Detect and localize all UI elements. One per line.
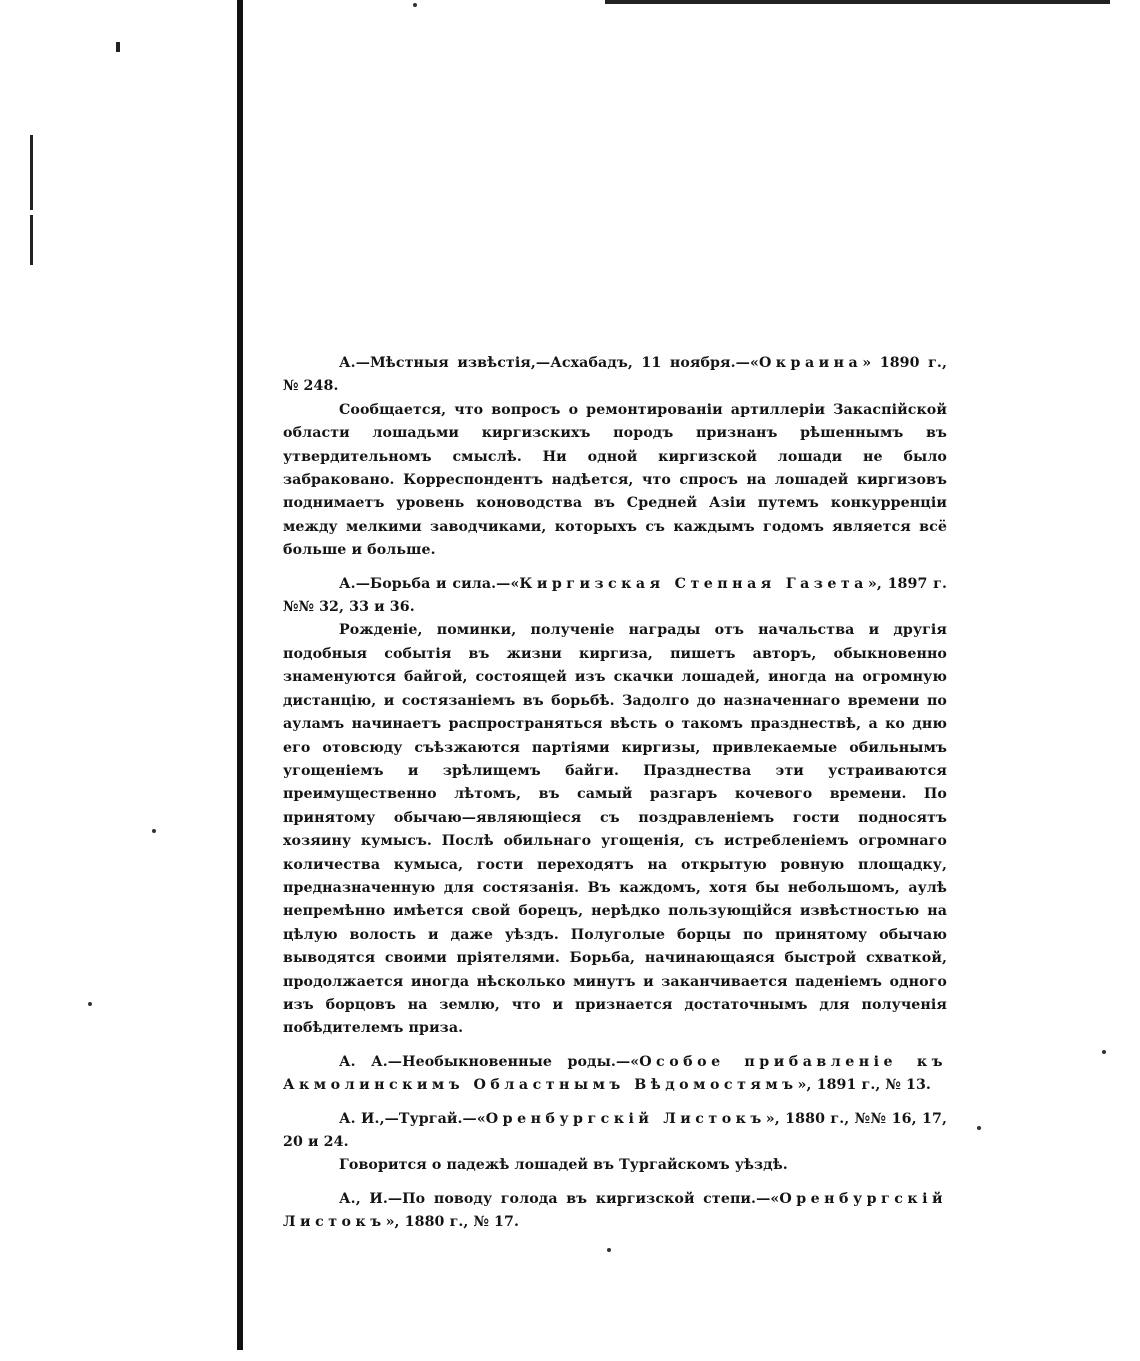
entry-source: Оренбургскій Листокъ	[485, 1110, 766, 1127]
speck	[607, 1248, 611, 1252]
bibliography-entry	[283, 573, 947, 1041]
entry-heading	[283, 1051, 947, 1098]
speck	[413, 3, 417, 7]
top-edge-rule	[605, 0, 1110, 4]
bibliography-entry	[283, 352, 947, 563]
bibliography-text	[283, 352, 947, 1245]
entry-issue: », 1897 г. №№ 32, 33 и 36.	[283, 575, 947, 616]
entry-source: Особое прибавленіе къ Акмолинскимъ Областнымъ Вѣдомостямъ	[283, 1053, 948, 1094]
entry-author-title: А., И.—По поводу голода въ киргизской степи.—«	[339, 1190, 780, 1207]
entry-author-title: А.—Мѣстныя извѣстія,—Асхабадъ, 11 ноября.—«	[339, 355, 759, 371]
entry-heading	[283, 352, 947, 399]
speck	[1102, 1050, 1106, 1054]
speck	[88, 1002, 92, 1006]
margin-mark	[116, 42, 120, 52]
margin-mark	[30, 135, 33, 210]
speck	[152, 829, 156, 833]
entry-issue: », 1880 г., № 17.	[385, 1214, 520, 1231]
entry-summary: Говорится о падежѣ лошадей въ Тургайскомъ уѣздѣ.	[339, 1157, 788, 1174]
entry-heading	[283, 573, 947, 620]
entry-summary: Рожденіе, поминки, полученіе награды отъ начальства и другія подобныя событія въ жизни киргиза, пишетъ авторъ, обыкновенно знаменуются байгой, состоящей изъ скачки лошадей, иногда на огромную дистанцію, и состязаніемъ въ борьбѣ. Задолго до назначеннаго времени по ауламъ начинаетъ распространяться вѣсть о такомъ празднествѣ, а ко дню его отовсюду съѣзжаются партіями киргизы, привлекаемые обильнымъ угощеніемъ и зрѣлищемъ байги. Празднества эти устраиваются преимущественно лѣтомъ, въ самый разгаръ кочевого времени. По принятому обычаю—являющіеся съ поздравленіемъ гости подносятъ хозяину кумысъ. Послѣ обильнаго угощенія, съ истребленіемъ огромнаго количества кумыса, гости переходятъ на открытую ровную площадку, предназначенную для состязанія. Въ каждомъ, хотя бы небольшомъ, аулѣ непремѣнно имѣется свой борецъ, нерѣдко пользующійся извѣстностью на цѣлую волость и даже уѣздъ. Полуголые борцы по принятому обычаю выводятся своими пріятелями. Борьба, начинающаяся быстрой схваткой, продолжается иногда нѣсколько минутъ и заканчивается паденіемъ одного изъ борцовъ на землю, что и признается достаточнымъ для полученія побѣдителемъ приза.	[283, 622, 947, 1037]
entry-source: Оренбургскій Листокъ	[283, 1190, 947, 1231]
entry-issue: », 1891 г., № 13.	[797, 1077, 931, 1094]
entry-source: Окраина	[758, 355, 863, 371]
entry-issue: » 1890 г., № 248.	[283, 355, 947, 395]
bibliography-entry	[283, 1108, 947, 1178]
speck	[977, 1126, 981, 1130]
entry-source: Киргизская Степная Газета	[519, 575, 868, 592]
entry-heading	[283, 1188, 947, 1235]
binding-edge-line	[237, 0, 243, 1350]
entry-author-title: А.—Борьба и сила.—«	[339, 575, 520, 592]
entry-summary: Сообщается, что вопросъ о ремонтированіи артиллеріи Закаспійской области лошадьми киргизскихъ породъ признанъ рѣшеннымъ въ утвердительномъ смыслѣ. Ни одной киргизской лошади не было забраковано. Корреспондентъ надѣется, что спросъ на лошадей киргизовъ поднимаетъ уровень коноводства въ Средней Азіи путемъ конкурренціи между мелкими заводчиками, которыхъ съ каждымъ годомъ является всё больше и больше.	[283, 401, 947, 559]
entry-author-title: А. А.—Необыкновенные роды.—«	[339, 1053, 640, 1070]
entry-issue: », 1880 г., №№ 16, 17, 20 и 24.	[283, 1110, 948, 1150]
bibliography-entry	[283, 1051, 947, 1098]
margin-mark	[30, 215, 33, 265]
bibliography-entry	[283, 1188, 947, 1235]
entry-heading	[283, 1108, 947, 1155]
entry-author-title: А. И.,—Тургай.—«	[339, 1110, 486, 1127]
